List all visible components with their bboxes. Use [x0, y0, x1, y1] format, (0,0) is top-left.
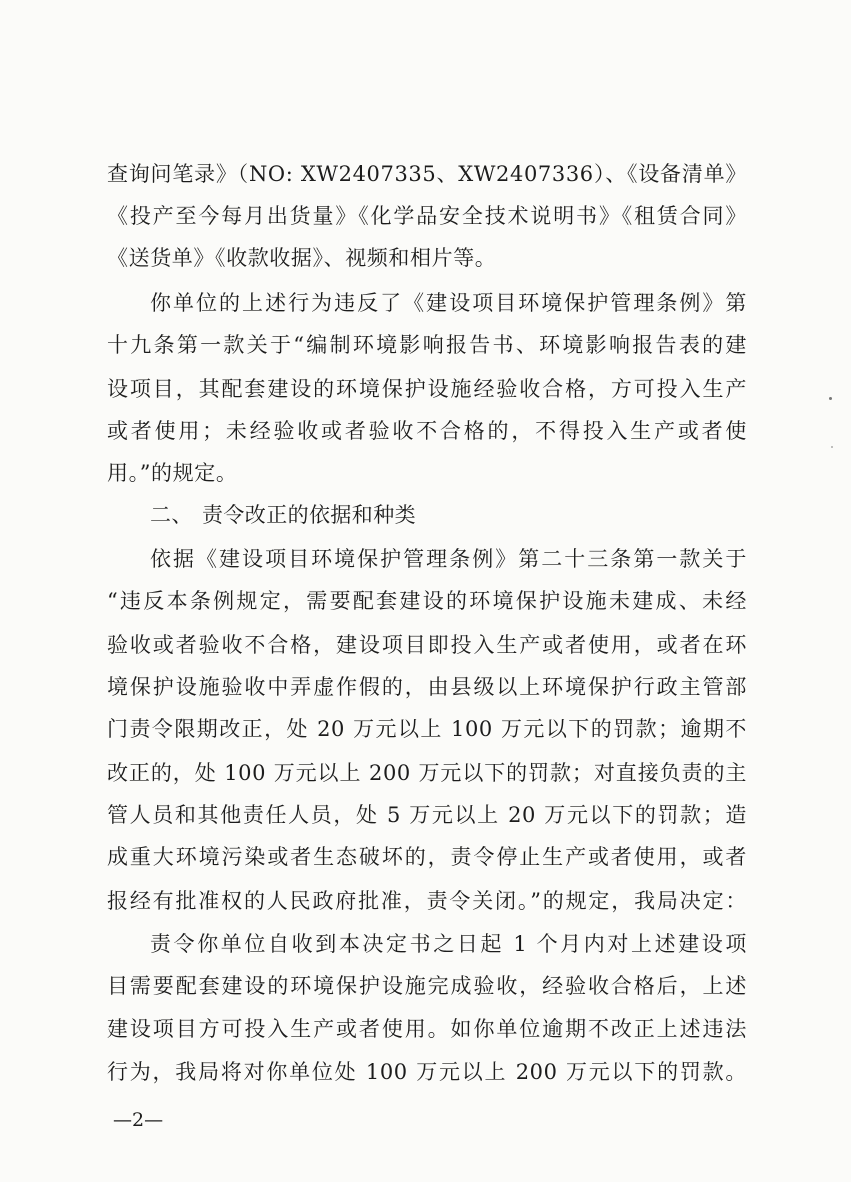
section-heading-number: 二、: [150, 503, 193, 527]
body-text-line: 《投产至今每月出货量》《化学品安全技术说明书》《租赁合同》: [107, 204, 747, 228]
body-text-line: 境保护设施验收中弄虚作假的，由县级以上环境保护行政主管部: [107, 675, 747, 699]
body-text-line: 责令你单位自收到本决定书之日起 1 个月内对上述建设项: [150, 932, 747, 956]
body-text-line: 用。”的规定。: [107, 461, 238, 485]
body-text-line: 查询问笔录》（NO: XW2407335、XW2407336）、《设备清单》: [107, 162, 747, 186]
scan-speck: [831, 446, 833, 448]
body-text-line: 门责令限期改正，处 20 万元以上 100 万元以下的罚款；逾期不: [107, 717, 747, 741]
body-text-line: 十九条第一款关于“编制环境影响报告书、环境影响报告表的建: [107, 333, 747, 357]
section-heading: [150, 495, 747, 535]
page-number: —2—: [113, 1109, 164, 1131]
body-text-line: “违反本条例规定，需要配套建设的环境保护设施未建成、未经: [107, 589, 747, 613]
body-text-line: 《送货单》《收款收据》、视频和相片等。: [107, 246, 497, 270]
scan-speck: [829, 397, 832, 400]
body-text-line: 改正的，处 100 万元以上 200 万元以下的罚款；对直接负责的主: [107, 761, 747, 785]
body-text-line: 你单位的上述行为违反了《建设项目环境保护管理条例》第: [150, 291, 747, 315]
section-heading-text: 责令改正的依据和种类: [202, 503, 416, 527]
body-text-line: 设项目，其配套建设的环境保护设施经验收合格，方可投入生产: [107, 377, 747, 401]
body-text-line: 建设项目方可投入生产或者使用。如你单位逾期不改正上述违法: [107, 1017, 747, 1041]
body-text-line: 管人员和其他责任人员，处 5 万元以上 20 万元以下的罚款；造: [107, 803, 747, 827]
body-text-line: 验收或者验收不合格，建设项目即投入生产或者使用，或者在环: [107, 633, 747, 657]
body-text-line: 行为，我局将对你单位处 100 万元以上 200 万元以下的罚款。: [107, 1060, 747, 1084]
body-text-line: 报经有批准权的人民政府批准，责令关闭。”的规定，我局决定：: [107, 889, 747, 913]
body-text-line: 或者使用；未经验收或者验收不合格的，不得投入生产或者使: [107, 419, 747, 443]
body-text-line: 成重大环境污染或者生态破坏的，责令停止生产或者使用，或者: [107, 845, 747, 869]
body-text-line: 依据《建设项目环境保护管理条例》第二十三条第一款关于: [150, 547, 747, 571]
body-text-line: 目需要配套建设的环境保护设施完成验收，经验收合格后，上述: [107, 974, 747, 998]
